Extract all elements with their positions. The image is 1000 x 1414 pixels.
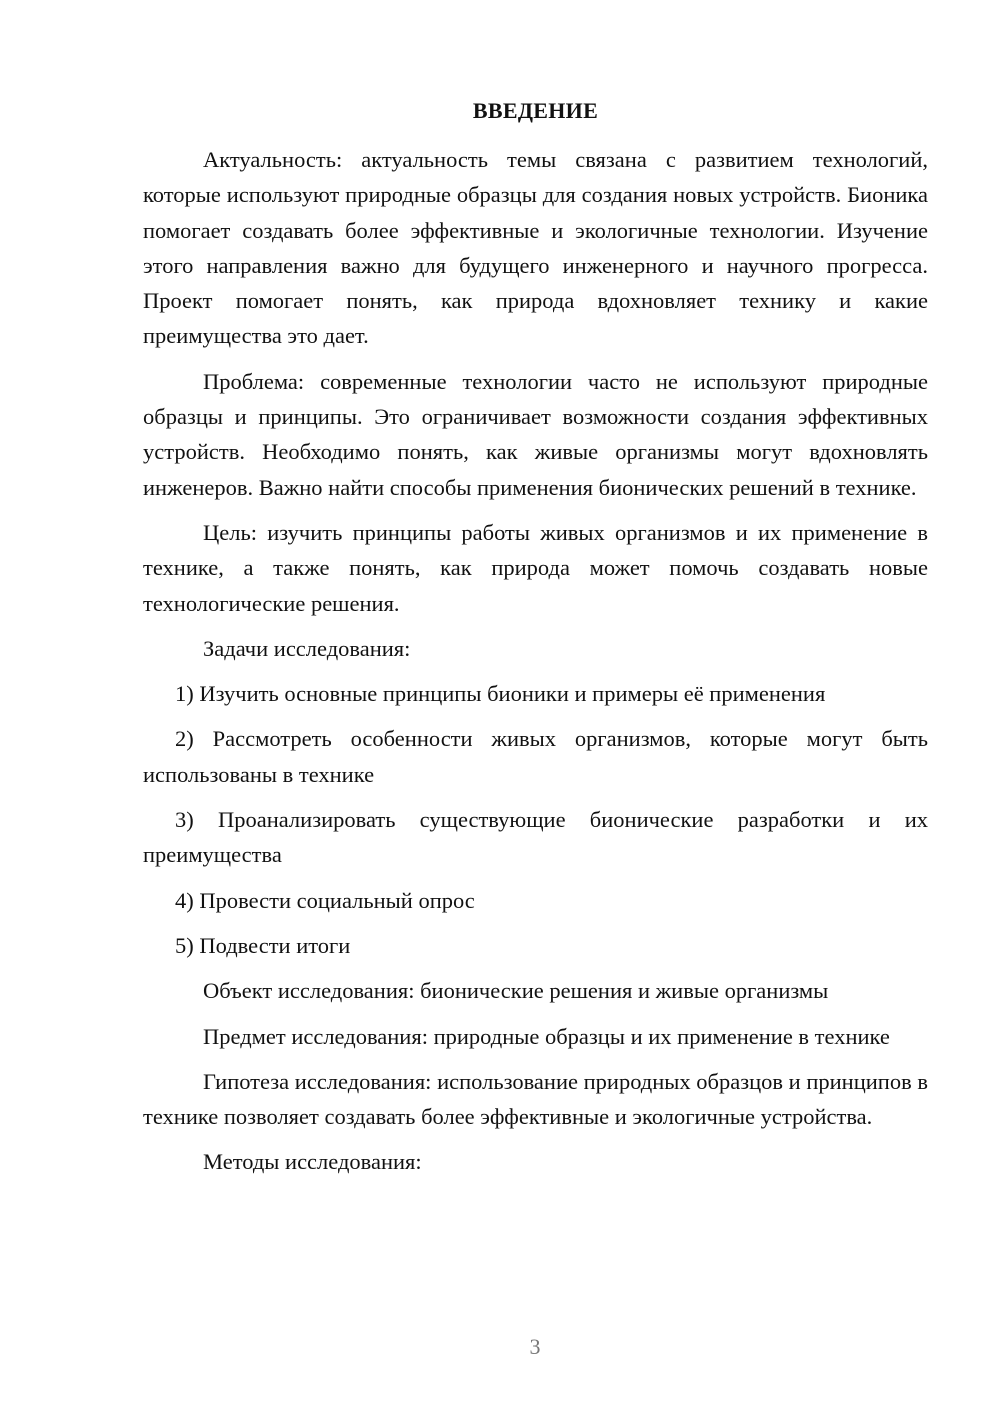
task-item-2: 2) Рассмотреть особенности живых организмов, которые могут быть использованы в технике bbox=[143, 726, 928, 787]
relevance-paragraph: Актуальность: актуальность темы связана с развитием технологий, которые используют природные образцы для создания новых устройств. Бионика помогает создавать более эффективные и экологичные технологии. Изучение этого направления важно для будущего инженерного и научного прогресса. Проект помогает понять, как природа вдохновляет технику и какие преимущества это дает. bbox=[143, 147, 928, 349]
task-item-5: 5) Подвести итоги bbox=[175, 932, 351, 958]
section-heading: ВВЕДЕНИЕ bbox=[472, 98, 599, 123]
task-item-4: 4) Провести социальный опрос bbox=[175, 887, 475, 913]
goal-paragraph: Цель: изучить принципы работы живых организмов и их применение в технике, а также понять, как природа может помочь создавать новые технологические решения. bbox=[143, 519, 928, 616]
page-number: 3 bbox=[529, 1334, 541, 1359]
methods-title: Методы исследования: bbox=[203, 1149, 422, 1175]
page-content bbox=[143, 96, 928, 1190]
subject-paragraph: Предмет исследования: природные образцы и их применение в технике bbox=[203, 1023, 890, 1049]
task-item-1: 1) Изучить основные принципы бионики и примеры её применения bbox=[175, 681, 826, 707]
problem-paragraph: Проблема: современные технологии часто не используют природные образцы и принципы. Это ограничивает возможности создания эффективных устройств. Необходимо понять, как живые организмы могут вдохновлять инженеров. Важно найти способы применения бионических решений в технике. bbox=[143, 368, 928, 500]
object-paragraph: Объект исследования: бионические решения и живые организмы bbox=[203, 978, 829, 1004]
hypothesis-paragraph: Гипотеза исследования: использование природных образцов и принципов в технике позволяет создавать более эффективные и экологичные устройства. bbox=[143, 1068, 928, 1130]
task-item-3: 3) Проанализировать существующие бионические разработки и их преимущества bbox=[143, 807, 928, 868]
tasks-title: Задачи исследования: bbox=[203, 635, 411, 661]
